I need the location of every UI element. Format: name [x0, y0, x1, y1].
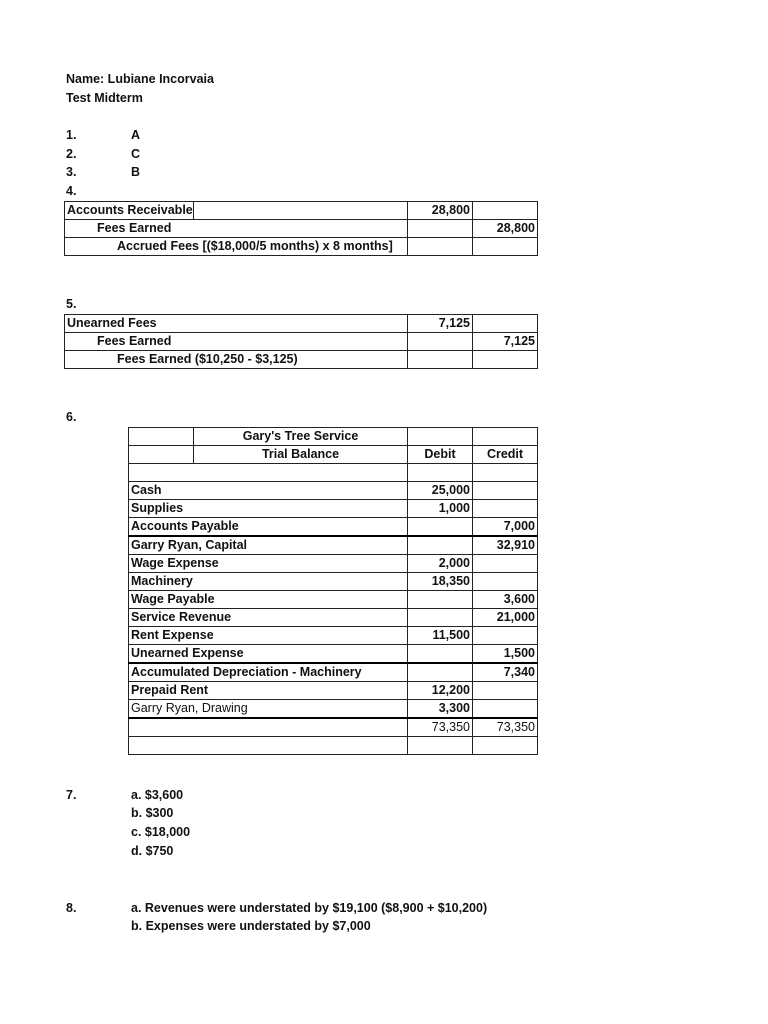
test-title: Test Midterm: [66, 91, 143, 105]
trial-balance-company: Gary's Tree Service: [194, 428, 408, 446]
debit-cell: 1,000: [408, 500, 473, 518]
table-row: [65, 202, 538, 220]
q7-number: 7.: [66, 788, 77, 802]
trial-balance-table: [128, 427, 538, 755]
q4-account-credit: Fees Earned: [65, 220, 408, 238]
q7-answer-b: b. $300: [131, 806, 174, 820]
table-row: [129, 536, 538, 555]
q4-credit-amount: 28,800: [473, 220, 538, 238]
credit-cell: [473, 700, 538, 719]
account-name: Wage Payable: [129, 591, 408, 609]
table-row: [129, 700, 538, 719]
credit-cell: 32,910: [473, 536, 538, 555]
debit-cell: 2,000: [408, 555, 473, 573]
q3-answer: B: [131, 165, 141, 179]
table-row: [129, 555, 538, 573]
credit-cell: [473, 627, 538, 645]
q8-answer-a: a. Revenues were understated by $19,100 ($8,900 + $10,200): [131, 901, 488, 915]
debit-cell: [408, 645, 473, 664]
q5-debit-amount: 7,125: [408, 315, 473, 333]
table-row: [65, 333, 538, 351]
q5-account-debit: Unearned Fees: [65, 315, 408, 333]
credit-cell: 7,000: [473, 518, 538, 537]
table-row: [129, 464, 538, 482]
q7-answer-a: a. $3,600: [131, 788, 184, 802]
account-name: Accounts Payable: [129, 518, 408, 537]
total-debit: 73,350: [408, 718, 473, 737]
credit-cell: [473, 573, 538, 591]
account-name: Prepaid Rent: [129, 682, 408, 700]
table-row: [129, 518, 538, 537]
q4-account-debit: Accounts Receivable: [65, 202, 194, 220]
account-name: Garry Ryan, Drawing: [129, 700, 408, 719]
account-name: Unearned Expense: [129, 645, 408, 664]
credit-cell: [473, 555, 538, 573]
account-name: Garry Ryan, Capital: [129, 536, 408, 555]
table-row: [129, 500, 538, 518]
credit-cell: [473, 500, 538, 518]
q5-credit-blank: [473, 315, 538, 333]
table-row: [65, 220, 538, 238]
table-row: [129, 446, 538, 464]
q5-credit-amount: 7,125: [473, 333, 538, 351]
debit-cell: 11,500: [408, 627, 473, 645]
table-row: [129, 645, 538, 664]
q4-number: 4.: [66, 184, 77, 198]
q4-debit-blank: [408, 220, 473, 238]
table-row: [129, 573, 538, 591]
q4-journal-table: [64, 201, 538, 256]
debit-cell: [408, 591, 473, 609]
credit-cell: 7,340: [473, 663, 538, 682]
table-row: [65, 315, 538, 333]
q7-answer-c: c. $18,000: [131, 825, 191, 839]
trial-balance-subtitle: Trial Balance: [194, 446, 408, 464]
q8-answer-b: b. Expenses were understated by $7,000: [131, 919, 371, 933]
table-row: [65, 238, 538, 256]
q7-answer-d: d. $750: [131, 844, 174, 858]
account-name: Service Revenue: [129, 609, 408, 627]
debit-cell: 18,350: [408, 573, 473, 591]
q2-answer: C: [131, 147, 141, 161]
q4-credit-blank: [473, 202, 538, 220]
credit-cell: [473, 682, 538, 700]
debit-cell: 25,000: [408, 482, 473, 500]
debit-cell: [408, 536, 473, 555]
table-row: [129, 482, 538, 500]
credit-cell: 21,000: [473, 609, 538, 627]
credit-header: Credit: [473, 446, 538, 464]
debit-cell: 12,200: [408, 682, 473, 700]
table-row: [129, 609, 538, 627]
account-name: Accumulated Depreciation - Machinery: [129, 663, 408, 682]
account-name: Wage Expense: [129, 555, 408, 573]
account-name: Cash: [129, 482, 408, 500]
q5-debit-blank: [408, 333, 473, 351]
total-credit: 73,350: [473, 718, 538, 737]
credit-cell: [473, 482, 538, 500]
table-row: [65, 351, 538, 369]
q3-number: 3.: [66, 165, 77, 179]
q1-answer: A: [131, 128, 141, 142]
q4-explanation: Accrued Fees [($18,000/5 months) x 8 months]: [65, 238, 408, 256]
q6-number: 6.: [66, 410, 77, 424]
q5-journal-table: [64, 314, 538, 369]
q5-explanation: Fees Earned ($10,250 - $3,125): [65, 351, 408, 369]
account-name: Supplies: [129, 500, 408, 518]
q1-number: 1.: [66, 128, 77, 142]
table-row: [129, 591, 538, 609]
debit-cell: [408, 609, 473, 627]
debit-cell: [408, 663, 473, 682]
account-name: Rent Expense: [129, 627, 408, 645]
student-name: Name: Lubiane Incorvaia: [66, 72, 214, 86]
credit-cell: 1,500: [473, 645, 538, 664]
debit-header: Debit: [408, 446, 473, 464]
q2-number: 2.: [66, 147, 77, 161]
table-row: [129, 428, 538, 446]
q8-number: 8.: [66, 901, 77, 915]
account-name: Machinery: [129, 573, 408, 591]
q4-debit-amount: 28,800: [408, 202, 473, 220]
totals-row: [129, 718, 538, 737]
debit-cell: [408, 518, 473, 537]
table-row: [129, 737, 538, 755]
table-row: [129, 627, 538, 645]
q5-number: 5.: [66, 297, 77, 311]
debit-cell: 3,300: [408, 700, 473, 719]
q5-account-credit: Fees Earned: [65, 333, 408, 351]
credit-cell: 3,600: [473, 591, 538, 609]
table-row: [129, 682, 538, 700]
table-row: [129, 663, 538, 682]
